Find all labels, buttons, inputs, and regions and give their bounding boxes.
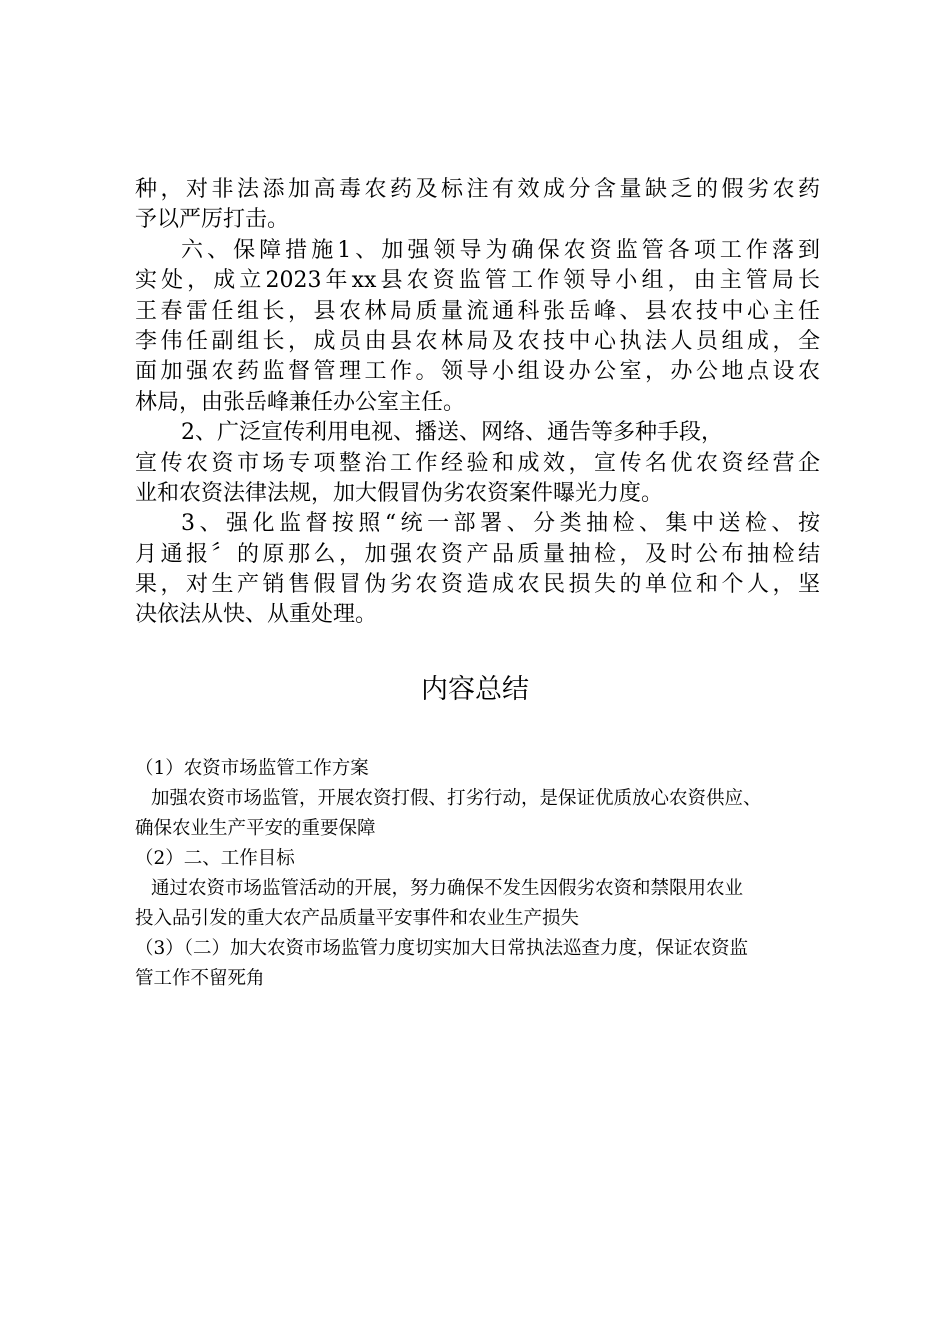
summary-item-text: 确保农业生产平安的重要保障: [135, 818, 376, 839]
body-line: 业和农资法律法规，加大假冒伪劣农资案件曝光力度。: [135, 480, 664, 506]
summary-item-heading: （1）农资市场监管工作方案: [135, 758, 369, 779]
summary-item-text: 投入品引发的重大农产品质量平安事件和农业生产损失: [135, 908, 580, 929]
body-line: 2、广泛宣传利用电视、播送、网络、通告等多种手段，: [181, 420, 723, 446]
body-text: [135, 175, 820, 631]
summary-item-text: 通过农资市场监管活动的开展，努力确保不发生因假劣农资和禁限用农业: [151, 878, 744, 899]
body-line: 果，对生产销售假冒伪劣农资造成农民损失的单位和个人，坚: [135, 572, 820, 598]
summary-item-text: 加强农资市场监管，开展农资打假、打劣行动，是保证优质放心农资供应、: [151, 788, 762, 809]
body-line: 实处，成立2023年xx县农资监管工作领导小组，由主管局长: [135, 268, 820, 294]
summary-list: [135, 754, 835, 994]
summary-title: 内容总结: [421, 674, 529, 705]
body-line: 3、强化监督按照“统一部署、分类抽检、集中送检、按: [181, 511, 820, 537]
body-line: 宣传农资市场专项整治工作经验和成效，宣传名优农资经营企: [135, 450, 820, 476]
body-line: 月通报〞的原那么，加强农资产品质量抽检，及时公布抽检结: [135, 541, 820, 567]
body-line: 予以严厉打击。: [135, 207, 290, 233]
body-line: 种，对非法添加高毒农药及标注有效成分含量缺乏的假劣农药: [135, 177, 820, 202]
summary-item-heading: （3）（二）加大农资市场监管力度切实加大日常执法巡查力度，保证农资监: [135, 938, 749, 959]
summary-item-heading: 管工作不留死角: [135, 968, 265, 989]
summary-item-heading: （2）二、工作目标: [135, 848, 295, 869]
body-line: 六、保障措施1、加强领导为确保农资监管各项工作落到: [181, 237, 820, 263]
body-line: 面加强农药监督管理工作。领导小组设办公室，办公地点设农: [135, 359, 820, 385]
body-line: 林局，由张岳峰兼任办公室主任。: [135, 389, 466, 415]
body-line: 李伟任副组长，成员由县农林局及农技中心执法人员组成，全: [135, 328, 820, 354]
body-line: 决依法从快、从重处理。: [135, 602, 378, 628]
body-line: 王春雷任组长，县农林局质量流通科张岳峰、县农技中心主任: [135, 298, 820, 324]
